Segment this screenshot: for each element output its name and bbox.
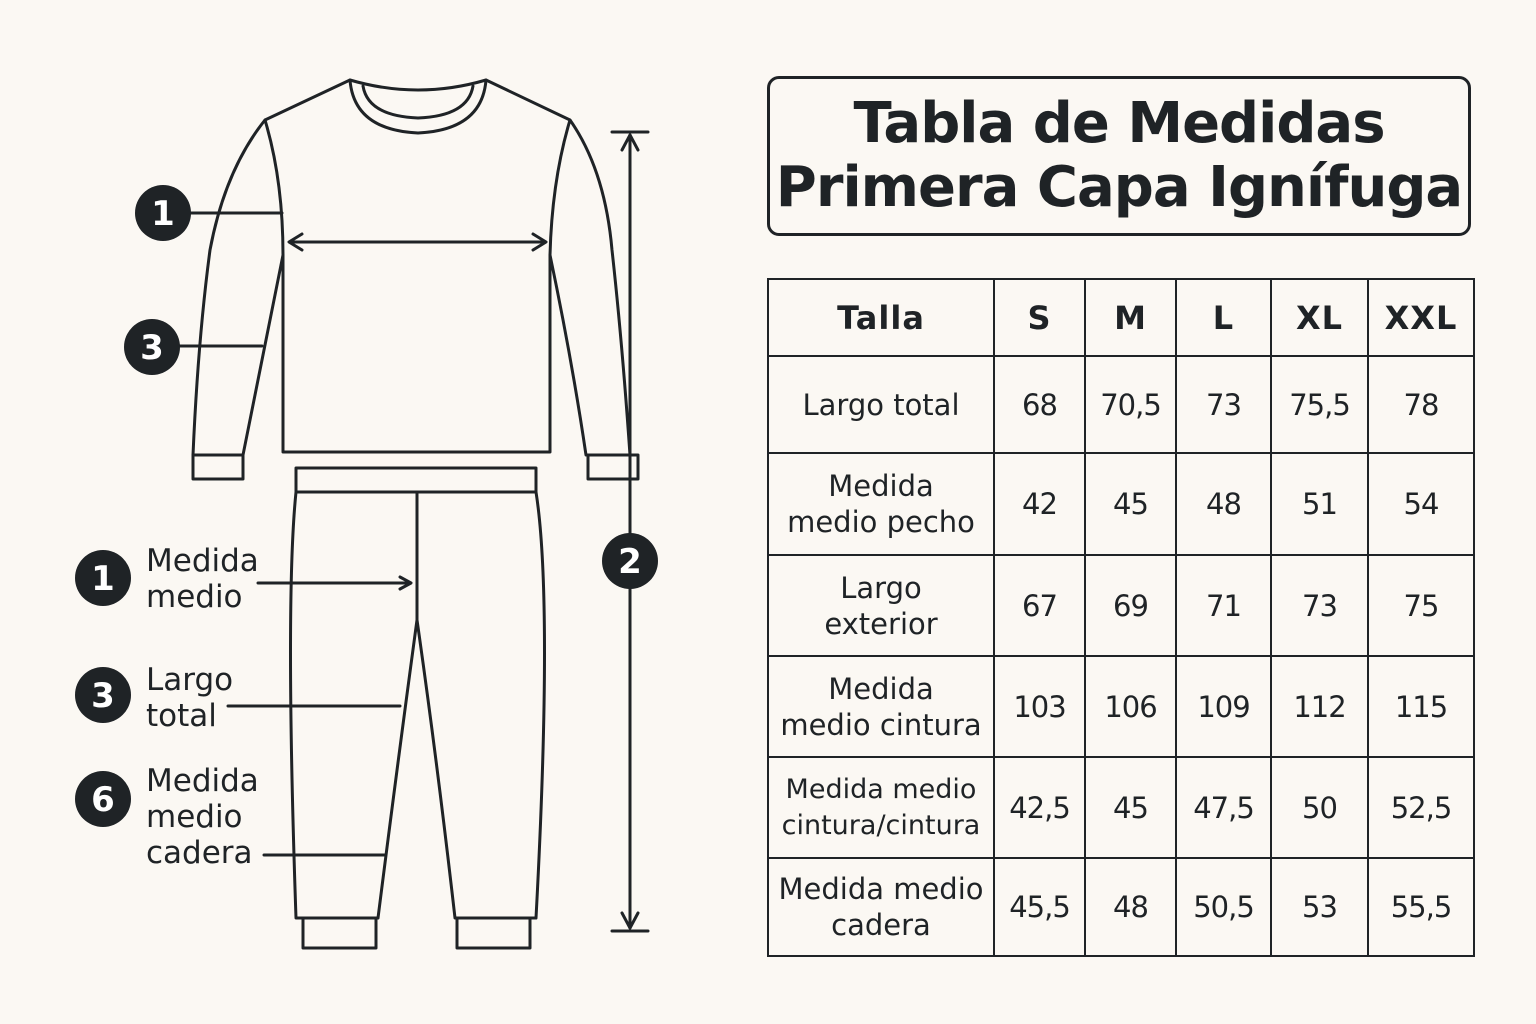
header-size-xxl: XXL — [1368, 279, 1474, 356]
table-cell: 112 — [1271, 656, 1368, 757]
row-label: Medida medio cintura — [768, 656, 994, 757]
table-row — [768, 757, 1474, 858]
row-label: Medida medio pecho — [768, 453, 994, 555]
title-line-1: Tabla de Medidas — [853, 91, 1385, 156]
table-cell: 55,5 — [1368, 858, 1474, 956]
table-cell: 45 — [1085, 453, 1176, 555]
callout-medida-medio-cadera: Medida medio cadera — [146, 763, 259, 871]
header-talla: Talla — [768, 279, 994, 356]
table-cell: 50,5 — [1176, 858, 1271, 956]
table-cell: 48 — [1085, 858, 1176, 956]
table-cell: 75,5 — [1271, 356, 1368, 453]
table-cell: 68 — [994, 356, 1085, 453]
badge-pants-6 — [75, 771, 131, 827]
table-cell: 73 — [1271, 555, 1368, 656]
table-cell: 70,5 — [1085, 356, 1176, 453]
svg-text:1: 1 — [151, 194, 175, 234]
table-cell: 42,5 — [994, 757, 1085, 858]
table-cell: 42 — [994, 453, 1085, 555]
badge-pants-1 — [75, 550, 131, 606]
svg-text:1: 1 — [91, 559, 115, 599]
table-cell: 106 — [1085, 656, 1176, 757]
chest-width-arrow — [289, 234, 546, 250]
row-label: Medida medio cadera — [768, 858, 994, 956]
size-table — [767, 278, 1475, 957]
table-header-row — [768, 279, 1474, 356]
svg-text:2: 2 — [618, 542, 642, 582]
table-cell: 115 — [1368, 656, 1474, 757]
badge-length-2 — [602, 533, 658, 589]
svg-text:3: 3 — [91, 676, 115, 716]
table-cell: 71 — [1176, 555, 1271, 656]
header-size-xl: XL — [1271, 279, 1368, 356]
table-row — [768, 356, 1474, 453]
table-row — [768, 555, 1474, 656]
badge-pants-3 — [75, 667, 131, 723]
table-cell: 51 — [1271, 453, 1368, 555]
badge-shirt-3 — [124, 319, 180, 375]
table-cell: 73 — [1176, 356, 1271, 453]
table-cell: 45,5 — [994, 858, 1085, 956]
table-cell: 50 — [1271, 757, 1368, 858]
row-label: Largo exterior — [768, 555, 994, 656]
table-cell: 52,5 — [1368, 757, 1474, 858]
table-row — [768, 858, 1474, 956]
total-length-arrow — [612, 132, 648, 931]
table-cell: 78 — [1368, 356, 1474, 453]
table-cell: 67 — [994, 555, 1085, 656]
svg-text:3: 3 — [140, 328, 164, 368]
table-cell: 69 — [1085, 555, 1176, 656]
callout-largo-total: Largo total — [146, 662, 234, 734]
leader-line-arrow — [258, 577, 411, 589]
table-cell: 103 — [994, 656, 1085, 757]
shirt-outline — [193, 80, 638, 479]
svg-text:6: 6 — [91, 780, 115, 820]
table-cell: 45 — [1085, 757, 1176, 858]
title-line-2: Primera Capa Ignífuga — [775, 155, 1463, 220]
row-label: Largo total — [768, 356, 994, 453]
title-box — [767, 76, 1471, 236]
header-size-m: M — [1085, 279, 1176, 356]
badge-shirt-1 — [135, 185, 191, 241]
table-cell: 48 — [1176, 453, 1271, 555]
header-size-l: L — [1176, 279, 1271, 356]
table-cell: 54 — [1368, 453, 1474, 555]
row-label: Medida medio cintura/cintura — [768, 757, 994, 858]
table-row — [768, 453, 1474, 555]
table-cell: 53 — [1271, 858, 1368, 956]
table-cell: 47,5 — [1176, 757, 1271, 858]
table-cell: 109 — [1176, 656, 1271, 757]
pants-outline — [291, 468, 545, 948]
table-cell: 75 — [1368, 555, 1474, 656]
header-size-s: S — [994, 279, 1085, 356]
callout-medida-medio: Medida medio — [146, 543, 259, 615]
table-row — [768, 656, 1474, 757]
